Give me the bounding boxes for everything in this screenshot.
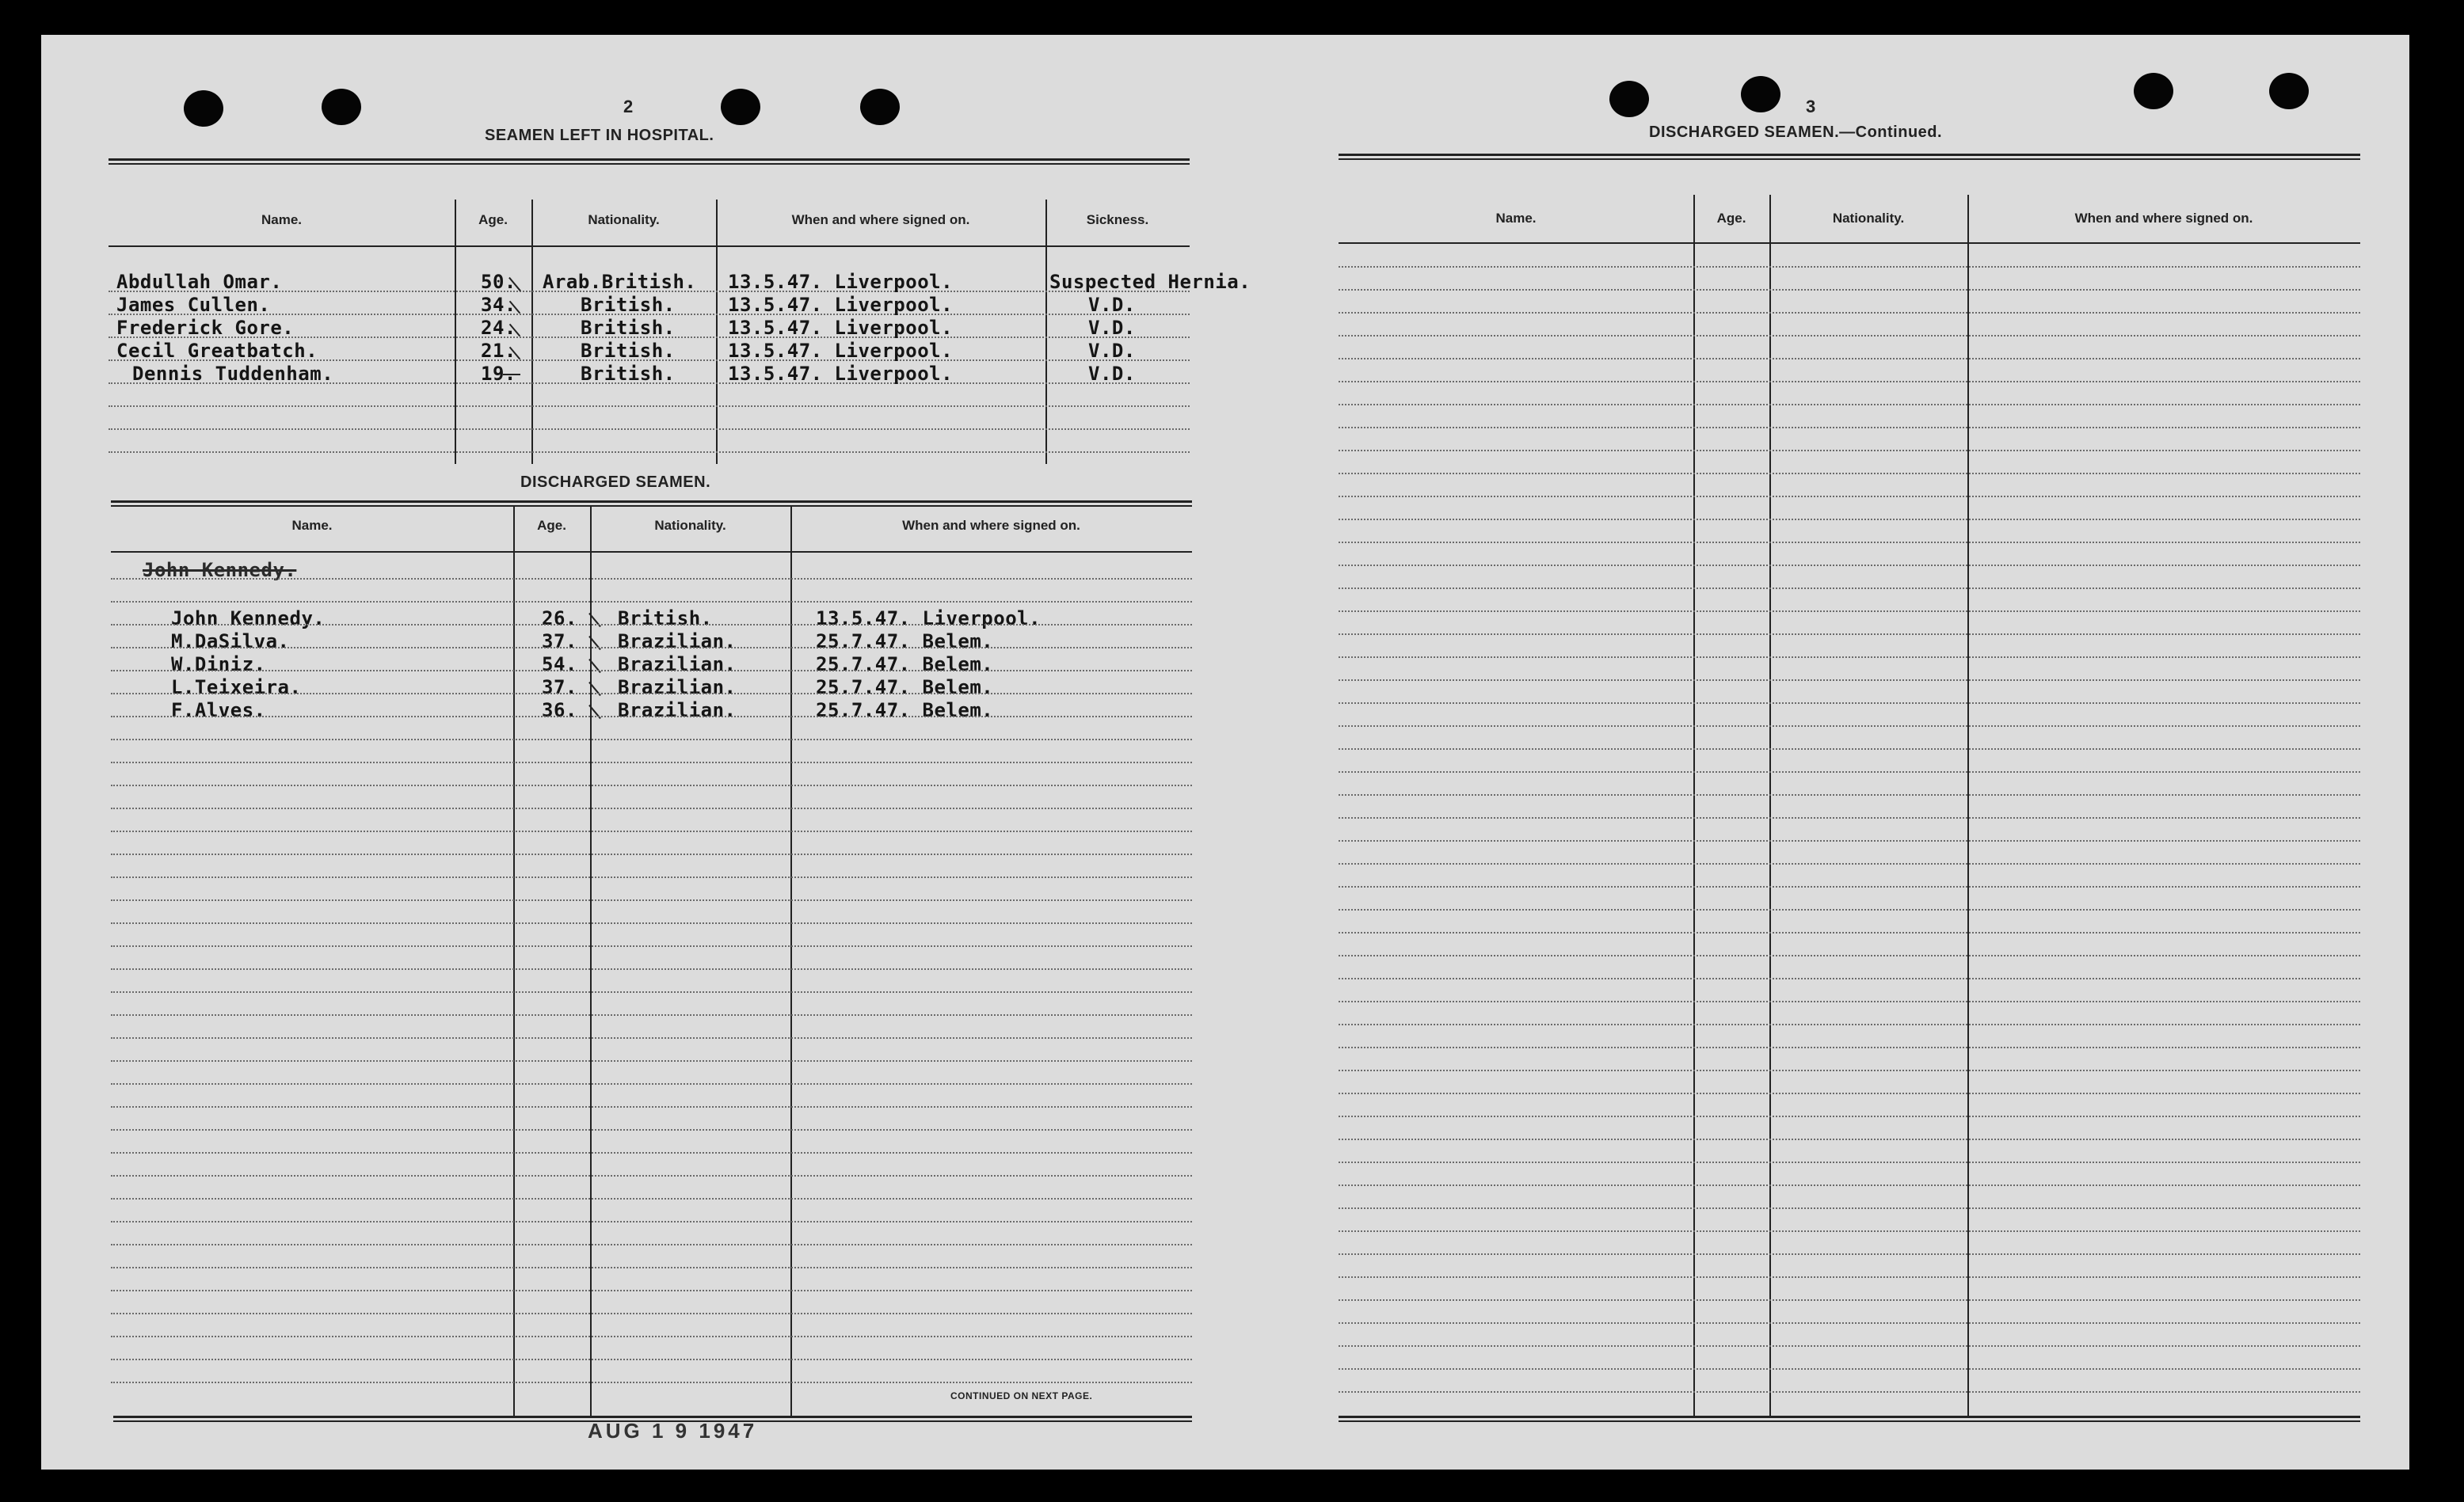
right-section-title: DISCHARGED SEAMEN.—Continued. bbox=[1649, 124, 1943, 141]
column-divider bbox=[790, 505, 792, 1417]
hospital-name: Frederick Gore. bbox=[116, 317, 295, 339]
left-page bbox=[41, 35, 1251, 1470]
hospital-sickness: Suspected Hernia. bbox=[1049, 271, 1251, 293]
dotted-row-line bbox=[111, 1152, 1192, 1154]
punch-hole bbox=[184, 90, 223, 127]
discharged-table bbox=[111, 500, 1192, 1420]
dotted-row-line bbox=[111, 1221, 1192, 1223]
dotted-row-line bbox=[111, 1313, 1192, 1314]
dotted-row-line bbox=[1339, 312, 2360, 314]
hospital-age: 21. bbox=[481, 340, 516, 362]
dotted-row-line bbox=[109, 428, 1190, 430]
dotted-row-line bbox=[111, 670, 1192, 671]
dotted-row-line bbox=[111, 624, 1192, 626]
dotted-row-line bbox=[111, 1267, 1192, 1268]
dotted-row-line bbox=[111, 601, 1192, 603]
dotted-row-line bbox=[1339, 656, 2360, 658]
hospital-signed-on: 13.5.47. Liverpool. bbox=[728, 294, 954, 316]
column-divider bbox=[716, 200, 718, 464]
punch-hole bbox=[860, 89, 900, 125]
dotted-row-line bbox=[1339, 1001, 2360, 1002]
punch-hole bbox=[2134, 73, 2173, 109]
dotted-row-line bbox=[111, 831, 1192, 832]
discharged-name: W.Diniz. bbox=[171, 653, 266, 675]
hospital-sickness: V.D. bbox=[1088, 363, 1136, 385]
dotted-row-line bbox=[111, 1129, 1192, 1131]
discharged-signed-on: 25.7.47. Belem. bbox=[816, 653, 994, 675]
header-name: Name. bbox=[1495, 211, 1537, 226]
dotted-row-line bbox=[1339, 404, 2360, 405]
hospital-name: James Cullen. bbox=[116, 294, 271, 316]
hospital-signed-on: 13.5.47. Liverpool. bbox=[728, 340, 954, 362]
dotted-row-line bbox=[1339, 1184, 2360, 1186]
dotted-row-line bbox=[1339, 1345, 2360, 1347]
hospital-age: 50. bbox=[481, 271, 516, 293]
column-divider bbox=[1967, 195, 1969, 1418]
header-nationality: Nationality. bbox=[1832, 211, 1905, 226]
dotted-row-line bbox=[1339, 1230, 2360, 1232]
punch-hole bbox=[1741, 76, 1780, 112]
header-age: Age. bbox=[1716, 211, 1746, 226]
dotted-row-line bbox=[1339, 565, 2360, 566]
dotted-row-line bbox=[111, 1244, 1192, 1245]
dotted-row-line bbox=[111, 693, 1192, 694]
dotted-row-line bbox=[111, 716, 1192, 717]
dotted-row-line bbox=[1339, 1139, 2360, 1140]
discharged-signed-on: 25.7.47. Belem. bbox=[816, 676, 994, 698]
table-top-rule bbox=[111, 500, 1192, 507]
dotted-row-line bbox=[111, 945, 1192, 947]
header-signed-on: When and where signed on. bbox=[2074, 211, 2253, 226]
dotted-row-line bbox=[111, 899, 1192, 901]
dotted-row-line bbox=[109, 405, 1190, 407]
header-age: Age. bbox=[537, 518, 566, 533]
dotted-row-line bbox=[1339, 427, 2360, 428]
continued-note: CONTINUED ON NEXT PAGE. bbox=[950, 1390, 1093, 1401]
dotted-row-line bbox=[1339, 817, 2360, 819]
header-bottom-rule bbox=[109, 245, 1190, 247]
dotted-row-line bbox=[1339, 679, 2360, 681]
dotted-row-line bbox=[111, 968, 1192, 970]
dotted-row-line bbox=[1339, 725, 2360, 727]
discharged-nationality: British. bbox=[618, 607, 713, 629]
dotted-row-line bbox=[1339, 1162, 2360, 1163]
hospital-age: 19. bbox=[481, 363, 516, 385]
hospital-signed-on: 13.5.47. Liverpool. bbox=[728, 317, 954, 339]
hospital-name: Abdullah Omar. bbox=[116, 271, 283, 293]
dotted-row-line bbox=[111, 991, 1192, 993]
discharged-signed-on: 13.5.47. Liverpool. bbox=[816, 607, 1042, 629]
dotted-row-line bbox=[1339, 496, 2360, 497]
check-mark bbox=[503, 374, 520, 375]
dotted-row-line bbox=[1339, 1299, 2360, 1301]
dotted-row-line bbox=[1339, 863, 2360, 865]
punch-hole bbox=[322, 89, 361, 125]
discharged-age: 54. bbox=[542, 653, 577, 675]
dotted-row-line bbox=[1339, 381, 2360, 382]
dotted-row-line bbox=[1339, 1093, 2360, 1094]
discharged-age: 37. bbox=[542, 676, 577, 698]
dotted-row-line bbox=[1339, 519, 2360, 520]
date-stamp: AUG 1 9 1947 bbox=[588, 1419, 758, 1443]
hospital-nationality: British. bbox=[581, 363, 676, 385]
hospital-sickness: V.D. bbox=[1088, 340, 1136, 362]
dotted-row-line bbox=[111, 785, 1192, 786]
discharged-nationality: Brazilian. bbox=[618, 653, 737, 675]
dotted-row-line bbox=[111, 1060, 1192, 1062]
dotted-row-line bbox=[111, 762, 1192, 763]
hospital-signed-on: 13.5.47. Liverpool. bbox=[728, 271, 954, 293]
page-number: 3 bbox=[1806, 97, 1816, 116]
hospital-signed-on: 13.5.47. Liverpool. bbox=[728, 363, 954, 385]
page-number: 2 bbox=[623, 97, 634, 116]
dotted-row-line bbox=[1339, 1368, 2360, 1370]
hospital-age: 34. bbox=[481, 294, 516, 316]
struck-out-entry: John Kennedy. bbox=[143, 559, 297, 581]
dotted-row-line bbox=[111, 1336, 1192, 1337]
discharged-section-title: DISCHARGED SEAMEN. bbox=[520, 473, 711, 491]
dotted-row-line bbox=[1339, 932, 2360, 934]
discharged-signed-on: 25.7.47. Belem. bbox=[816, 630, 994, 652]
dotted-row-line bbox=[111, 854, 1192, 855]
dotted-row-line bbox=[111, 1198, 1192, 1200]
dotted-row-line bbox=[1339, 358, 2360, 359]
header-signed-on: When and where signed on. bbox=[902, 518, 1080, 533]
dotted-row-line bbox=[111, 808, 1192, 809]
hospital-sickness: V.D. bbox=[1088, 294, 1136, 316]
dotted-row-line bbox=[111, 1106, 1192, 1108]
hospital-nationality: Arab.British. bbox=[543, 271, 697, 293]
column-divider bbox=[1693, 195, 1695, 1418]
discharged-nationality: Brazilian. bbox=[618, 699, 737, 721]
dotted-row-line bbox=[109, 451, 1190, 453]
discharged-age: 26. bbox=[542, 607, 577, 629]
dotted-row-line bbox=[1339, 1391, 2360, 1393]
table-top-rule bbox=[109, 158, 1190, 165]
discharged-name: M.DaSilva. bbox=[171, 630, 290, 652]
dotted-row-line bbox=[111, 1382, 1192, 1383]
header-bottom-rule bbox=[1339, 242, 2360, 244]
hospital-section-title: SEAMEN LEFT IN HOSPITAL. bbox=[485, 127, 714, 144]
ledger-sheet bbox=[41, 35, 2409, 1470]
dotted-row-line bbox=[111, 1175, 1192, 1177]
discharged-nationality: Brazilian. bbox=[618, 676, 737, 698]
dotted-row-line bbox=[1339, 587, 2360, 589]
dotted-row-line bbox=[1339, 1070, 2360, 1071]
hospital-name: Cecil Greatbatch. bbox=[116, 340, 318, 362]
punch-hole bbox=[1609, 81, 1649, 117]
dotted-row-line bbox=[111, 739, 1192, 740]
dotted-row-line bbox=[111, 647, 1192, 648]
column-divider bbox=[590, 505, 592, 1417]
dotted-row-line bbox=[1339, 610, 2360, 612]
discharged-age: 36. bbox=[542, 699, 577, 721]
hospital-name: Dennis Tuddenham. bbox=[132, 363, 334, 385]
dotted-row-line bbox=[1339, 1024, 2360, 1025]
header-name: Name. bbox=[261, 212, 303, 227]
hospital-sickness: V.D. bbox=[1088, 317, 1136, 339]
discharged-nationality: Brazilian. bbox=[618, 630, 737, 652]
dotted-row-line bbox=[1339, 1207, 2360, 1209]
dotted-row-line bbox=[1339, 794, 2360, 796]
dotted-row-line bbox=[1339, 955, 2360, 956]
dotted-row-line bbox=[111, 1290, 1192, 1291]
dotted-row-line bbox=[1339, 633, 2360, 635]
table-bottom-rule bbox=[1339, 1416, 2360, 1422]
discharged-continued-table bbox=[1339, 154, 2360, 1420]
hospital-nationality: British. bbox=[581, 294, 676, 316]
discharged-name: F.Alves. bbox=[171, 699, 266, 721]
dotted-row-line bbox=[111, 1359, 1192, 1360]
dotted-row-line bbox=[1339, 748, 2360, 750]
hospital-nationality: British. bbox=[581, 340, 676, 362]
header-bottom-rule bbox=[111, 551, 1192, 553]
dotted-row-line bbox=[111, 922, 1192, 924]
dotted-row-line bbox=[1339, 702, 2360, 704]
hospital-nationality: British. bbox=[581, 317, 676, 339]
dotted-row-line bbox=[1339, 289, 2360, 291]
punch-hole bbox=[2269, 73, 2309, 109]
hospital-table bbox=[109, 158, 1251, 462]
dotted-row-line bbox=[1339, 1276, 2360, 1278]
header-name: Name. bbox=[291, 518, 333, 533]
dotted-row-line bbox=[1339, 266, 2360, 268]
dotted-row-line bbox=[1339, 909, 2360, 911]
dotted-row-line bbox=[1339, 1322, 2360, 1324]
dotted-row-line bbox=[1339, 473, 2360, 474]
dotted-row-line bbox=[111, 876, 1192, 878]
dotted-row-line bbox=[1339, 840, 2360, 842]
discharged-age: 37. bbox=[542, 630, 577, 652]
header-sickness: Sickness. bbox=[1086, 212, 1149, 227]
right-page bbox=[1229, 35, 2409, 1470]
column-divider bbox=[531, 200, 533, 464]
header-signed-on: When and where signed on. bbox=[791, 212, 970, 227]
discharged-name: John Kennedy. bbox=[171, 607, 326, 629]
dotted-row-line bbox=[111, 1037, 1192, 1039]
dotted-row-line bbox=[1339, 978, 2360, 979]
header-nationality: Nationality. bbox=[588, 212, 660, 227]
column-divider bbox=[455, 200, 456, 464]
discharged-name: L.Teixeira. bbox=[171, 676, 302, 698]
header-nationality: Nationality. bbox=[654, 518, 726, 533]
column-divider bbox=[513, 505, 515, 1417]
dotted-row-line bbox=[1339, 1253, 2360, 1255]
dotted-row-line bbox=[1339, 542, 2360, 543]
punch-hole bbox=[721, 89, 760, 125]
column-divider bbox=[1045, 200, 1047, 464]
header-age: Age. bbox=[478, 212, 508, 227]
dotted-row-line bbox=[1339, 450, 2360, 451]
dotted-row-line bbox=[1339, 1047, 2360, 1048]
dotted-row-line bbox=[1339, 1116, 2360, 1117]
hospital-age: 24. bbox=[481, 317, 516, 339]
dotted-row-line bbox=[111, 1014, 1192, 1016]
dotted-row-line bbox=[111, 1083, 1192, 1085]
dotted-row-line bbox=[111, 578, 1192, 580]
column-divider bbox=[1769, 195, 1771, 1418]
dotted-row-line bbox=[1339, 771, 2360, 773]
dotted-row-line bbox=[1339, 335, 2360, 337]
dotted-row-line bbox=[1339, 886, 2360, 888]
discharged-signed-on: 25.7.47. Belem. bbox=[816, 699, 994, 721]
table-top-rule bbox=[1339, 154, 2360, 160]
